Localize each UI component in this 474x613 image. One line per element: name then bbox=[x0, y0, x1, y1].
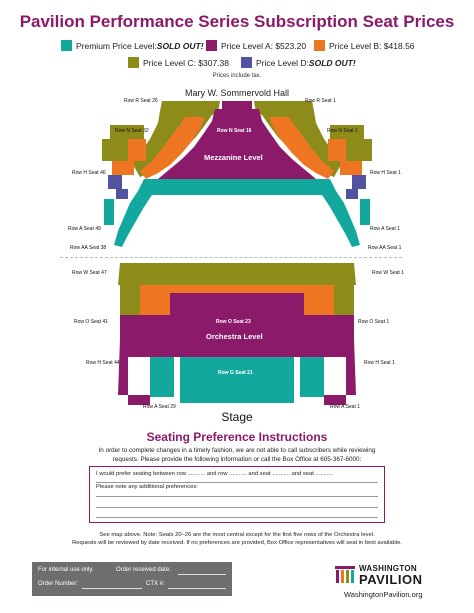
seat-label: Row R Seat 1 bbox=[305, 98, 336, 104]
seat-label: Row G Seat 21 bbox=[218, 370, 253, 376]
form-rule[interactable] bbox=[96, 496, 378, 497]
legend-level-b bbox=[314, 40, 415, 51]
order-received-field[interactable] bbox=[178, 574, 226, 575]
level-a-swatch bbox=[206, 40, 217, 51]
instructions-heading: Seating Preference Instructions bbox=[146, 430, 328, 444]
level-divider bbox=[60, 257, 402, 258]
seat-label: Row W Seat 47 bbox=[72, 270, 107, 276]
legend-premium bbox=[61, 40, 204, 51]
logo-top-text: WASHINGTON bbox=[359, 564, 417, 573]
seat-label: Row W Seat 1 bbox=[372, 270, 404, 276]
stage-label: Stage bbox=[221, 410, 253, 424]
seat-label: Row R Seat 26 bbox=[124, 98, 158, 104]
level-d-swatch bbox=[241, 57, 252, 68]
instructions-text bbox=[40, 446, 434, 464]
form-rule[interactable] bbox=[96, 517, 378, 518]
seat-label: Row O Seat 41 bbox=[74, 319, 108, 325]
seat-label: Row AA Seat 38 bbox=[70, 245, 107, 251]
seating-map bbox=[0, 95, 474, 415]
seat-label: Row A Seat 49 bbox=[68, 226, 101, 232]
additional-preferences-label: Please note any additional preferences: bbox=[96, 484, 198, 490]
legend-level-a-label: Price Level A: $523.20 bbox=[221, 40, 307, 51]
level-c-swatch bbox=[128, 57, 139, 68]
seating-note1: See map above. Note: Seats 20–26 are the most central except for the first five rows of the Orchestra level. bbox=[99, 532, 375, 538]
legend-level-a bbox=[206, 40, 306, 51]
seating-note2: Requests will be reviewed by date received. If no preferences are provided, Box Office representatives will seat in best available. bbox=[72, 540, 402, 547]
washington-pavilion-logo bbox=[335, 564, 445, 590]
legend-premium-label: Premium Price Level: bbox=[76, 40, 157, 51]
legend-level-d-label: Price Level D: bbox=[256, 57, 309, 68]
seat-label: Row N Seat 32 bbox=[115, 128, 149, 134]
legend-level-b-label: Price Level B: $418.56 bbox=[329, 40, 415, 51]
legend-level-d bbox=[241, 57, 356, 68]
row-seat-preference-line[interactable]: I would prefer seating between row ........... and row ........... and seat ........... and seat ........... bbox=[96, 471, 334, 477]
legend-level-d-status: SOLD OUT! bbox=[308, 57, 356, 68]
seat-label: Row A Seat 29 bbox=[143, 404, 176, 410]
pavilion-logo-icon bbox=[335, 566, 355, 584]
form-rule bbox=[96, 482, 378, 483]
page-title: Pavilion Performance Series Subscription Seat Prices bbox=[19, 12, 455, 31]
seat-label: Row N Seat 1 bbox=[327, 128, 358, 134]
orchestra-premium-section bbox=[150, 357, 324, 403]
seat-label: Row O Seat 1 bbox=[358, 319, 390, 325]
premium-swatch bbox=[61, 40, 72, 51]
ctx-label: CTX #: bbox=[146, 581, 165, 587]
seat-label: Row H Seat 1 bbox=[364, 360, 395, 366]
legend-level-c bbox=[128, 57, 229, 68]
instructions-line1: In order to complete changes in a timely fashion, we are not able to call subscribers while reviewing bbox=[98, 447, 376, 454]
website-link[interactable]: WashingtonPavilion.org bbox=[344, 590, 423, 599]
seat-label: Row N Seat 16 bbox=[217, 128, 252, 134]
form-rule[interactable] bbox=[96, 507, 378, 508]
mezzanine-label: Mezzanine Level bbox=[204, 153, 263, 162]
seat-label: Row A Seat 1 bbox=[330, 404, 361, 410]
order-number-label: Order Number: bbox=[38, 581, 79, 587]
preference-form[interactable] bbox=[89, 466, 385, 523]
tax-note: Prices include tax. bbox=[212, 73, 262, 79]
internal-use-band bbox=[32, 562, 232, 596]
logo-main-text: PAVILION bbox=[359, 572, 423, 587]
seat-label: Row H Seat 46 bbox=[72, 170, 106, 176]
legend-premium-status: SOLD OUT! bbox=[156, 40, 204, 51]
seat-label: Row O Seat 23 bbox=[216, 319, 251, 325]
order-received-label: Order received date: bbox=[116, 567, 171, 573]
mezzanine-stepped-edge bbox=[152, 195, 322, 247]
seat-label: Row H Seat 44 bbox=[86, 360, 120, 366]
seat-label: Row A Seat 1 bbox=[370, 226, 401, 232]
hall-name: Mary W. Sommervold Hall bbox=[184, 88, 290, 98]
instructions-line2: requests. Please provide the following information or call the Box Office at 605-367-6000: bbox=[112, 456, 362, 464]
seating-notes bbox=[20, 531, 454, 548]
ctx-field[interactable] bbox=[168, 588, 226, 589]
order-number-field[interactable] bbox=[82, 588, 142, 589]
seat-label: Row AA Seat 1 bbox=[368, 245, 402, 251]
level-b-swatch bbox=[314, 40, 325, 51]
legend-level-c-label: Price Level C: $307.38 bbox=[143, 57, 229, 68]
orchestra-label: Orchestra Level bbox=[206, 332, 263, 341]
seat-label: Row H Seat 1 bbox=[370, 170, 401, 176]
internal-use-label: For internal use only. bbox=[38, 567, 94, 573]
